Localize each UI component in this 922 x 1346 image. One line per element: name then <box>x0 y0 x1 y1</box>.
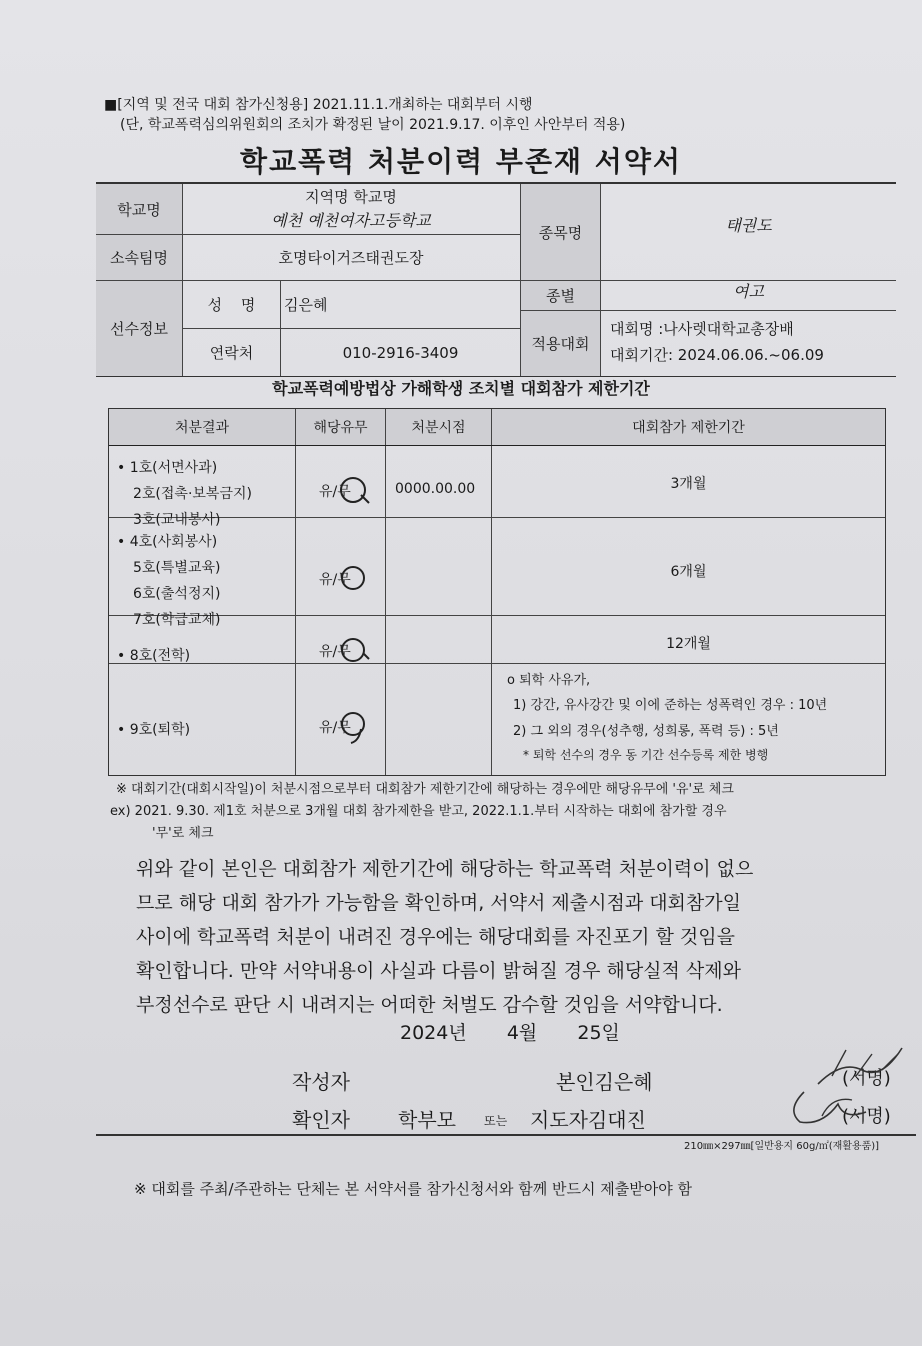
confirm-value: 지도자김대진 <box>530 1108 646 1132</box>
row4-period-line-2: 1) 강간, 유사강간 및 이에 준하는 성폭력인 경우 : 10년 <box>513 698 828 713</box>
contact-value: 010-2916-3409 <box>342 343 459 362</box>
class-value: 여고 <box>733 281 764 301</box>
row4-check-mark-icon <box>333 707 373 745</box>
restriction-title: 학교폭력예방법상 가해학생 조치별 대회참가 제한기간 <box>272 379 650 398</box>
confirm-sign-mark: (서명) <box>842 1106 891 1127</box>
class-label: 종별 <box>521 281 600 310</box>
team-value: 호명타이거즈태권도장 <box>278 249 424 267</box>
col-header-applicable: 해당유무 <box>296 409 385 445</box>
row4-period-line-1: o 퇴학 사유가, <box>507 673 591 688</box>
pledge-line-5: 부정선수로 판단 시 내려지는 어떠한 처벌도 감수할 것임을 서약합니다. <box>136 994 723 1016</box>
pledge-line-4: 확인합니다. 만약 서약내용이 사실과 다름이 밝혀질 경우 해당실적 삭제와 <box>136 960 741 982</box>
note-2: ex) 2021. 9.30. 제1호 처분으로 3개월 대회 참가제한을 받고, 2022.1.1.부터 시작하는 대회에 참가할 경우 <box>110 804 727 819</box>
confirm-label: 확인자 <box>292 1108 350 1132</box>
player-info-label: 선수정보 <box>96 281 182 376</box>
author-value: 본인김은혜 <box>556 1070 653 1094</box>
confirm-parent: 학부모 <box>398 1108 456 1132</box>
name-label: 성 명 <box>207 296 256 314</box>
author-signature-icon <box>812 1040 912 1092</box>
row1-item-3: 3호(교내봉사) <box>133 512 221 528</box>
row1-item-1: • 1호(서면사과) <box>117 460 218 476</box>
note-1: ※ 대회기간(대회시작일)이 처분시점으로부터 대회참가 제한기간에 해당하는 경우에만 해당유무에 '유'로 체크 <box>116 782 734 797</box>
row4-check: 유/무 <box>319 720 351 736</box>
row1-item-2: 2호(접촉·보복금지) <box>133 486 252 502</box>
row3-check: 유/무 <box>319 644 351 660</box>
restriction-table <box>108 408 886 776</box>
confirm-signature-icon <box>782 1086 872 1130</box>
confirm-or: 또는 <box>484 1114 508 1128</box>
row1-check-mark-icon <box>333 473 373 507</box>
row3-period: 12개월 <box>666 636 711 652</box>
pledge-line-3: 사이에 학교폭력 처분이 내려진 경우에는 해당대회를 자진포기 할 것임을 <box>136 926 735 948</box>
school-hint: 지역명 학교명 <box>305 187 397 206</box>
row4-item-1: • 9호(퇴학) <box>117 722 191 738</box>
row4-period-line-3: 2) 그 외의 경우(성추행, 성희롱, 폭력 등) : 5년 <box>513 724 779 739</box>
school-label: 학교명 <box>96 184 182 234</box>
name-value: 김은혜 <box>284 296 328 314</box>
row2-period: 6개월 <box>670 564 707 580</box>
date-day: 25일 <box>577 1022 620 1044</box>
row2-check-mark-icon <box>333 561 373 595</box>
col-header-result: 처분결과 <box>109 409 295 445</box>
event-label: 적용대회 <box>521 311 600 376</box>
author-sign-mark: (서명) <box>842 1068 891 1089</box>
document-title: 학교폭력 처분이력 부존재 서약서 <box>240 145 682 178</box>
col-header-period: 대회참가 제한기간 <box>492 409 885 445</box>
col-header-date: 처분시점 <box>386 409 491 445</box>
school-value: 예천 예천여자고등학교 <box>271 210 431 230</box>
footer-note: ※ 대회를 주최/주관하는 단체는 본 서약서를 참가신청서와 함께 반드시 제출받아야 함 <box>134 1180 692 1198</box>
header-line-1: ■[지역 및 전국 대회 참가신청용] 2021.11.1.개최하는 대회부터 시행 <box>104 97 533 113</box>
pledge-line-1: 위와 같이 본인은 대회참가 제한기간에 해당하는 학교폭력 처분이력이 없으 <box>136 858 754 880</box>
contact-label: 연락처 <box>209 344 254 362</box>
author-label: 작성자 <box>292 1070 350 1094</box>
event-period: 대회기간: 2024.06.06.~06.09 <box>610 345 824 364</box>
sport-label: 종목명 <box>521 184 600 280</box>
event-name: 대회명 :나사렛대학교총장배 <box>610 319 794 338</box>
sport-value: 태권도 <box>725 215 772 235</box>
date-year: 2024년 <box>400 1022 467 1044</box>
row2-item-3: 6호(출석정지) <box>133 586 221 602</box>
row1-date: 0000.00.00 <box>395 481 476 497</box>
row1-check: 유/무 <box>319 484 351 500</box>
row4-period-line-4: * 퇴학 선수의 경우 동 기간 선수등록 제한 병행 <box>523 748 769 762</box>
note-3: '무'로 체크 <box>152 826 214 841</box>
row2-item-2: 5호(특별교육) <box>133 560 221 576</box>
paper-spec: 210㎜×297㎜[일반용지 60g/㎡(재활용품)] <box>684 1141 880 1152</box>
row2-item-1: • 4호(사회봉사) <box>117 534 218 550</box>
row2-check: 유/무 <box>319 572 351 588</box>
bottom-rule <box>96 1134 916 1136</box>
header-line-2: (단, 학교폭력심의위원회의 조치가 확정된 날이 2021.9.17. 이후인 사안부터 적용) <box>120 117 626 133</box>
pledge-date <box>400 1018 620 1045</box>
team-label: 소속팀명 <box>96 235 182 280</box>
row1-period: 3개월 <box>670 476 707 492</box>
pledge-paragraph <box>136 852 896 1022</box>
date-month: 4월 <box>506 1022 538 1044</box>
row2-item-4: 7호(학급교체) <box>133 612 221 628</box>
pledge-line-2: 므로 해당 대회 참가가 가능함을 확인하며, 서약서 제출시점과 대회참가일 <box>136 892 741 914</box>
row3-item-1: • 8호(전학) <box>117 648 191 664</box>
row3-check-mark-icon <box>333 633 373 667</box>
info-table <box>96 182 896 377</box>
